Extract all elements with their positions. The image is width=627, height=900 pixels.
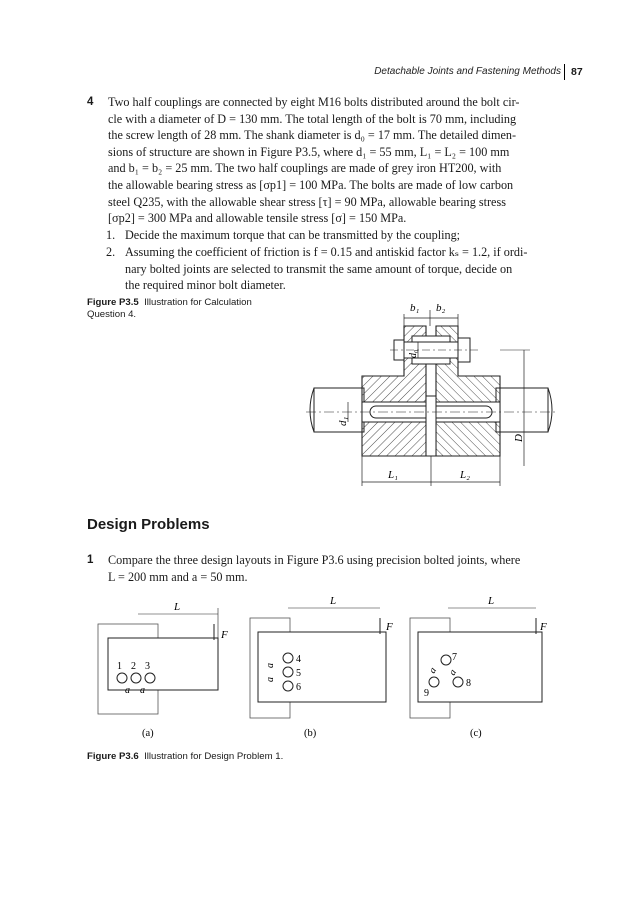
label-a: a (427, 665, 440, 676)
text-line: the screw length of 28 mm. The shank diameter is d₀ = 17 mm. The detailed dimen- (108, 128, 517, 143)
bolt-circle (453, 677, 463, 687)
label-a: a (265, 663, 276, 668)
panel-c (410, 595, 547, 739)
bolt-circle (283, 667, 293, 677)
spigot (426, 396, 436, 456)
label-L: L (330, 595, 337, 607)
caption-text: Illustration for Design Problem 1. (144, 751, 284, 762)
sub-label: 2. (106, 245, 116, 259)
running-title: Detachable Joints and Fastening Methods (374, 66, 561, 77)
bolt-circle (283, 653, 293, 663)
bolt-circle (145, 673, 155, 683)
bolt-label: 1 (117, 661, 122, 672)
text-line: and b₁ = b₂ = 25 mm. The two half couplings are made of grey iron HT200, with (108, 161, 502, 176)
page-number: 87 (571, 66, 583, 78)
bracket-plate (418, 632, 542, 702)
label-d1: d₁ (337, 416, 349, 426)
bolt-circle (429, 677, 439, 687)
text-line: L = 200 mm and a = 50 mm. (108, 569, 248, 584)
bolt-label: 9 (424, 688, 429, 699)
header-divider (564, 64, 565, 80)
bolt-label: 6 (296, 682, 301, 693)
bolt-circle (441, 655, 451, 665)
problem-4 (87, 94, 557, 227)
label-L: L (174, 601, 181, 613)
text-line: the allowable bearing stress as [σp1] = 100 MPa. The bolts are made of low carbon (108, 177, 514, 192)
bolt-label: 2 (131, 661, 136, 672)
problem-4-text (108, 94, 557, 227)
bolt-label: 3 (145, 661, 150, 672)
right-shaft (496, 388, 548, 432)
caption-label: Figure P3.6 (87, 751, 139, 762)
figure-p3-6-layouts (90, 594, 560, 744)
bolt-circle (117, 673, 127, 683)
text-line: the required minor bolt diameter. (125, 278, 286, 293)
caption-label: Figure P3.5 (87, 297, 139, 308)
sub-question-2 (108, 244, 557, 294)
panel-label: (c) (470, 728, 482, 739)
design-problem-1 (87, 552, 557, 585)
sub-question-1 (108, 227, 557, 244)
label-a: a (265, 677, 276, 682)
problem-number: 1 (87, 554, 94, 566)
panel-a (98, 601, 228, 739)
bolt-label: 7 (452, 652, 457, 663)
text-line: Compare the three design layouts in Figure P3.6 using precision bolted joints, where (108, 553, 521, 567)
label-d0: d₀ (408, 349, 419, 358)
label-L1: L₁ (388, 469, 398, 481)
right-break-line (548, 388, 552, 432)
figure-p3-6-caption (87, 751, 387, 763)
problem-number: 4 (87, 96, 94, 108)
label-b2: b₂ (436, 302, 446, 314)
label-D: D (513, 434, 525, 442)
label-a: a (140, 685, 145, 696)
bolt-circle (283, 681, 293, 691)
bolt-circle (131, 673, 141, 683)
panel-b (250, 595, 393, 739)
label-a: a (125, 685, 130, 696)
text-line: cle with a diameter of D = 130 mm. The total length of the bolt is 70 mm, including (108, 111, 517, 126)
text-line: Assuming the coefficient of friction is f = 0.15 and antiskid factor kₛ = 1.2, if ordi- (125, 245, 528, 259)
running-header (0, 64, 627, 82)
bolt-label: 8 (466, 678, 471, 689)
panel-label: (b) (304, 728, 317, 739)
label-L: L (488, 595, 495, 607)
label-F: F (386, 621, 393, 633)
text-line: Decide the maximum torque that can be transmitted by the coupling; (125, 228, 461, 242)
text-line: nary bolted joints are selected to transmit the same amount of torque, decide on (125, 261, 513, 276)
panel-label: (a) (142, 728, 154, 739)
text-line: sions of structure are shown in Figure P3.5, where d₁ = 55 mm, L₁ = L₂ = 100 mm (108, 144, 510, 159)
sub-label: 1. (106, 228, 116, 242)
figure-p3-5-caption (87, 297, 277, 321)
label-b1: b₁ (410, 302, 420, 314)
left-break-line (310, 388, 314, 432)
label-a: a (447, 667, 460, 678)
text-line: [σp2] = 300 MPa and allowable tensile stress [σ] = 150 MPa. (108, 211, 407, 226)
caption-text: Illustration for Calculation Question 4. (87, 297, 252, 320)
label-F: F (540, 621, 547, 633)
text-line: Two half couplings are connected by eight M16 bolts distributed around the bolt cir- (108, 95, 520, 109)
figure-p3-5-coupling-drawing (300, 296, 562, 496)
bolt-label: 5 (296, 668, 301, 679)
label-F: F (221, 629, 228, 641)
bracket-plate (258, 632, 386, 702)
section-heading: Design Problems (87, 516, 210, 533)
text-line: steel Q235, with the allowable shear stress [τ] = 90 MPa, allowable bearing stress (108, 194, 506, 209)
label-L2: L₂ (460, 469, 470, 481)
bolt-label: 4 (296, 654, 301, 665)
